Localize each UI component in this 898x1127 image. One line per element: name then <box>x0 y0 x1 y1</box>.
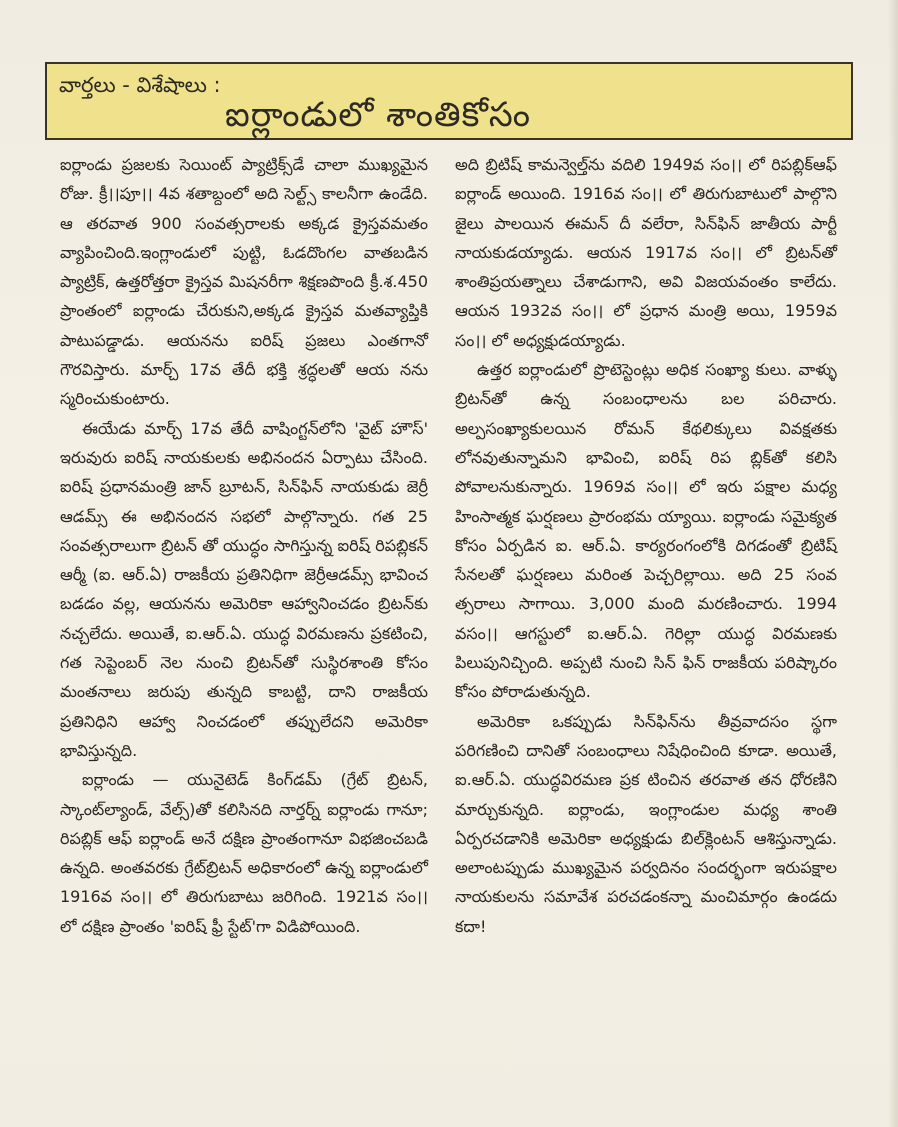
section-kicker: వార్తలు - విశేషాలు : <box>59 73 221 97</box>
paragraph-right-2: ఉత్తర ఐర్లాండులో ప్రొటెస్టెంట్లు అధిక సంఖ్యా కులు. వాళ్ళు బ్రిటన్‌తో ఉన్న సంబంధాలను బల పరిచారు. అల్పసంఖ్యాకులయిన రోమన్ కేథలిక్కులు వివక్షతకు లోనవుతున్నామని భావించి, ఐరిష్ రిప బ్లిక్‌తో కలిసి పోవాలనుకున్నారు. 1969వ సం।। లో ఇరు పక్షాల మధ్య హింసాత్మక ఘర్షణలు ప్రారంభమ య్యాయి. ఐర్లాండు సమైక్యత కోసం ఏర్పడిన ఐ. ఆర్.ఏ. కార్యరంగంలోకి దిగడంతో బ్రిటిష్ సేనలతో ఘర్షణలు మరింత పెచ్చరిల్లాయి. అది 25 సంవ త్సరాలు సాగాయి. 3,000 మంది మరణించారు. 1994 వసం।। ఆగస్టులో ఐ.ఆర్.ఏ. గెరిల్లా యుద్ధ విరమణకు పిలుపునిచ్చింది. అప్పటి నుంచి సిన్ ఫిన్ రాజకీయ పరిష్కారం కోసం పోరాడుతున్నది. <box>455 360 837 702</box>
article-column-right <box>455 150 837 941</box>
paragraph-left-1: ఐర్లాండు ప్రజలకు సెయింట్ ప్యాట్రిక్స్‌డే చాలా ముఖ్యమైన రోజు. క్రీ।।పూ।। 4వ శతాబ్దంలో అది సెల్ట్స్ కాలనీగా ఉండేది. ఆ తరవాత 900 సంవత్సరాలకు అక్కడ క్రైస్తవమతం వ్యాపించింది.ఇంగ్లాండులో పుట్టి, ఓడదొంగల వాతబడిన ప్యాట్రిక్, ఉత్తరోత్తరా క్రైస్తవ మిషనరీగా శిక్షణపొంది క్రీ.శ.450 ప్రాంతంలో ఐర్లాండు చేరుకుని,అక్కడ క్రైస్తవ మతవ్యాప్తికి పాటుపడ్డాడు. ఆయనను ఐరిష్ ప్రజలు ఎంతగానో గౌరవిస్తారు. మార్చ్ 17వ తేదీ భక్తి శ్రద్ధలతో ఆయ నను స్మరించుకుంటారు. <box>60 155 428 409</box>
title-banner <box>45 62 853 140</box>
article-column-left <box>60 150 428 941</box>
page-edge-shadow <box>888 0 898 1127</box>
paragraph-right-3: అమెరికా ఒకప్పుడు సిన్‌ఫిన్‌ను తీవ్రవాదసం స్థగా పరిగణించి దానితో సంబంధాలు నిషేధించింది కూడా. అయితే, ఐ.ఆర్.ఏ. యుద్ధవిరమణ ప్రక టించిన తరవాత తన ధోరణిని మార్చుకున్నది. ఐర్లాండు, ఇంగ్లాండుల మధ్య శాంతి ఏర్పరచడానికి అమెరికా అధ్యక్షుడు బిల్‌క్లింటన్ ఆశిస్తున్నాడు. అలాంటప్పుడు ముఖ్యమైన పర్వదినం సందర్భంగా ఇరుపక్షాల నాయకులను సమావేశ పరచడంకన్నా మంచిమార్గం ఉండదు కదా! <box>455 711 837 936</box>
paragraph-left-3: ఐర్లాండు — యునైటెడ్ కింగ్‌డమ్ (గ్రేట్ బ్రిటన్, స్కాంట్‌ల్యాండ్, వేల్స్)తో కలిసినది నార్తర్న్ ఐర్లాండు గానూ; రిపబ్లిక్ ఆఫ్ ఐర్లాండ్ అనే దక్షిణ ప్రాంతంగానూ విభజించబడి ఉన్నది. అంతవరకు గ్రేట్‌బ్రిటన్ అధికారంలో ఉన్న ఐర్లాండులో 1916వ సం।। లో తిరుగుబాటు జరిగింది. 1921వ సం।। లో దక్షిణ ప్రాంతం 'ఐరిష్ ఫ్రీ స్టేట్'గా విడిపోయింది. <box>60 770 428 936</box>
paragraph-right-1: అది బ్రిటిష్ కామన్వెల్త్‌ను వదిలి 1949వ సం।। లో రిపబ్లిక్‌ఆఫ్ ఐర్లాండ్ అయింది. 1916వ సం।। లో తిరుగుబాటులో పాల్గొని జైలు పాలయిన ఈమన్ దీ వలేరా, సిన్‌ఫిన్ జాతీయ పార్టీ నాయకుడయ్యాడు. ఆయన 1917వ సం।। లో బ్రిటన్‌తో శాంతిప్రయత్నాలు చేశాడుగాని, అవి విజయవంతం కాలేదు. ఆయన 1932వ సం।। లో ప్రధాన మంత్రి అయి, 1959వ సం।। లో అధ్యక్షుడయ్యాడు. <box>455 155 837 350</box>
article-headline: ఐర్లాండులో శాంతికోసం <box>225 95 531 135</box>
paragraph-left-2: ఈయేడు మార్చ్ 17వ తేదీ వాషింగ్టన్‌లోని 'వైట్ హౌస్' ఇరువురు ఐరిష్ నాయకులకు అభినందన ఏర్పాటు చేసింది. ఐరిష్ ప్రధానమంత్రి జాన్ బ్రూటన్, సిన్‌ఫిన్ నాయకుడు జెర్రీ ఆడమ్స్ ఈ అభినందన సభలో పాల్గొన్నారు. గత 25 సంవత్సరాలుగా బ్రిటన్ తో యుద్ధం సాగిస్తున్న ఐరిష్ రిపబ్లికన్ ఆర్మీ (ఐ. ఆర్.ఏ) రాజకీయ ప్రతినిధిగా జెర్రీఆడమ్స్ భావించ బడడం వల్ల, ఆయనను అమెరికా ఆహ్వానించడం బ్రిటన్‌కు నచ్చలేదు. అయితే, ఐ.ఆర్.ఏ. యుద్ధ విరమణను ప్రకటించి, గత సెప్టెంబర్ నెల నుంచి బ్రిటన్‌తో సుస్థిరశాంతి కోసం మంతనాలు జరుపు తున్నది కాబట్టి, దాని రాజకీయ ప్రతినిధిని ఆహ్వా నించడంలో తప్పులేదని అమెరికా భావిస్తున్నది. <box>60 418 428 760</box>
